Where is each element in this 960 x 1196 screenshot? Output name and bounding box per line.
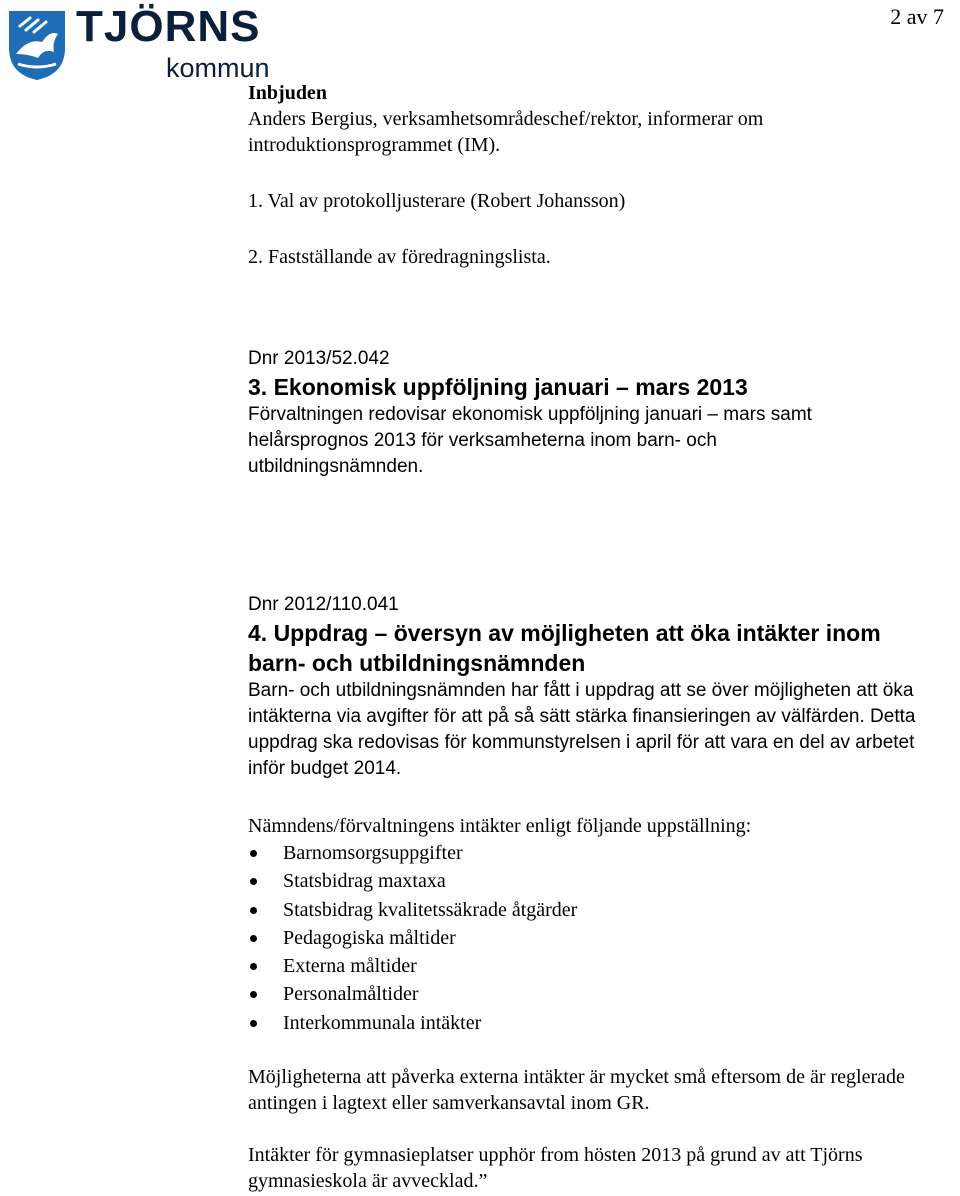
tjorns-kommun-logo	[6, 2, 286, 84]
agenda-item-4	[248, 592, 948, 782]
invited-heading: Inbjuden	[248, 82, 327, 104]
list-item: Pedagogiska måltider	[248, 924, 948, 952]
item4-dnr: Dnr 2012/110.041	[248, 594, 399, 615]
list-item: Barnomsorgsuppgifter	[248, 839, 948, 867]
external-revenue-paragraph: Möjligheterna att påverka externa intäkter är mycket små eftersom de är reglerade antingen i lagtext eller samverkansavtal inom GR.	[248, 1066, 905, 1114]
logo-subtitle: kommun	[166, 53, 270, 83]
list-item: Statsbidrag kvalitetssäkrade åtgärder	[248, 896, 948, 924]
invited-section	[248, 80, 948, 158]
revenue-list-section	[248, 813, 948, 1037]
invited-text: Anders Bergius, verksamhetsområdeschef/rektor, informerar om introduktionsprogrammet (IM).	[248, 108, 764, 156]
item3-title: 3. Ekonomisk uppföljning januari – mars 2013	[248, 374, 748, 400]
list-item: Interkommunala intäkter	[248, 1009, 948, 1037]
item3-text: Förvaltningen redovisar ekonomisk uppföljning januari – mars samt helårsprognos 2013 för verksamheterna inom barn- och utbildningsnämnden.	[248, 404, 812, 477]
agenda-item-2: 2. Fastställande av föredragningslista.	[248, 246, 551, 268]
revenue-list	[248, 839, 948, 1037]
list-item: Externa måltider	[248, 952, 948, 980]
page-number: 2 av 7	[890, 4, 944, 29]
upper-secondary-paragraph: Intäkter för gymnasieplatser upphör from hösten 2013 på grund av att Tjörns gymnasieskola är avvecklad.”	[248, 1144, 863, 1192]
crest-icon	[6, 8, 68, 82]
logo-name: TJÖRNS	[76, 2, 261, 51]
item3-dnr: Dnr 2013/52.042	[248, 348, 390, 369]
item4-text: Barn- och utbildningsnämnden har fått i uppdrag att se över möjligheten att öka intäkterna via avgifter för att på så sätt stärka finansieringen av välfärden. Detta uppdrag ska redovisas för kommunstyrelsen i april för att vara en del av arbetet inför budget 2014.	[248, 680, 916, 779]
page-header	[0, 0, 960, 90]
agenda-item-3	[248, 346, 948, 480]
list-item: Statsbidrag maxtaxa	[248, 867, 948, 895]
agenda-item-1: 1. Val av protokolljusterare (Robert Johansson)	[248, 190, 626, 212]
list-item: Personalmåltider	[248, 980, 948, 1008]
list-intro: Nämndens/förvaltningens intäkter enligt följande uppställning:	[248, 815, 752, 837]
item4-title: 4. Uppdrag – översyn av möjligheten att öka intäkter inom barn- och utbildningsnämnden	[248, 620, 881, 676]
